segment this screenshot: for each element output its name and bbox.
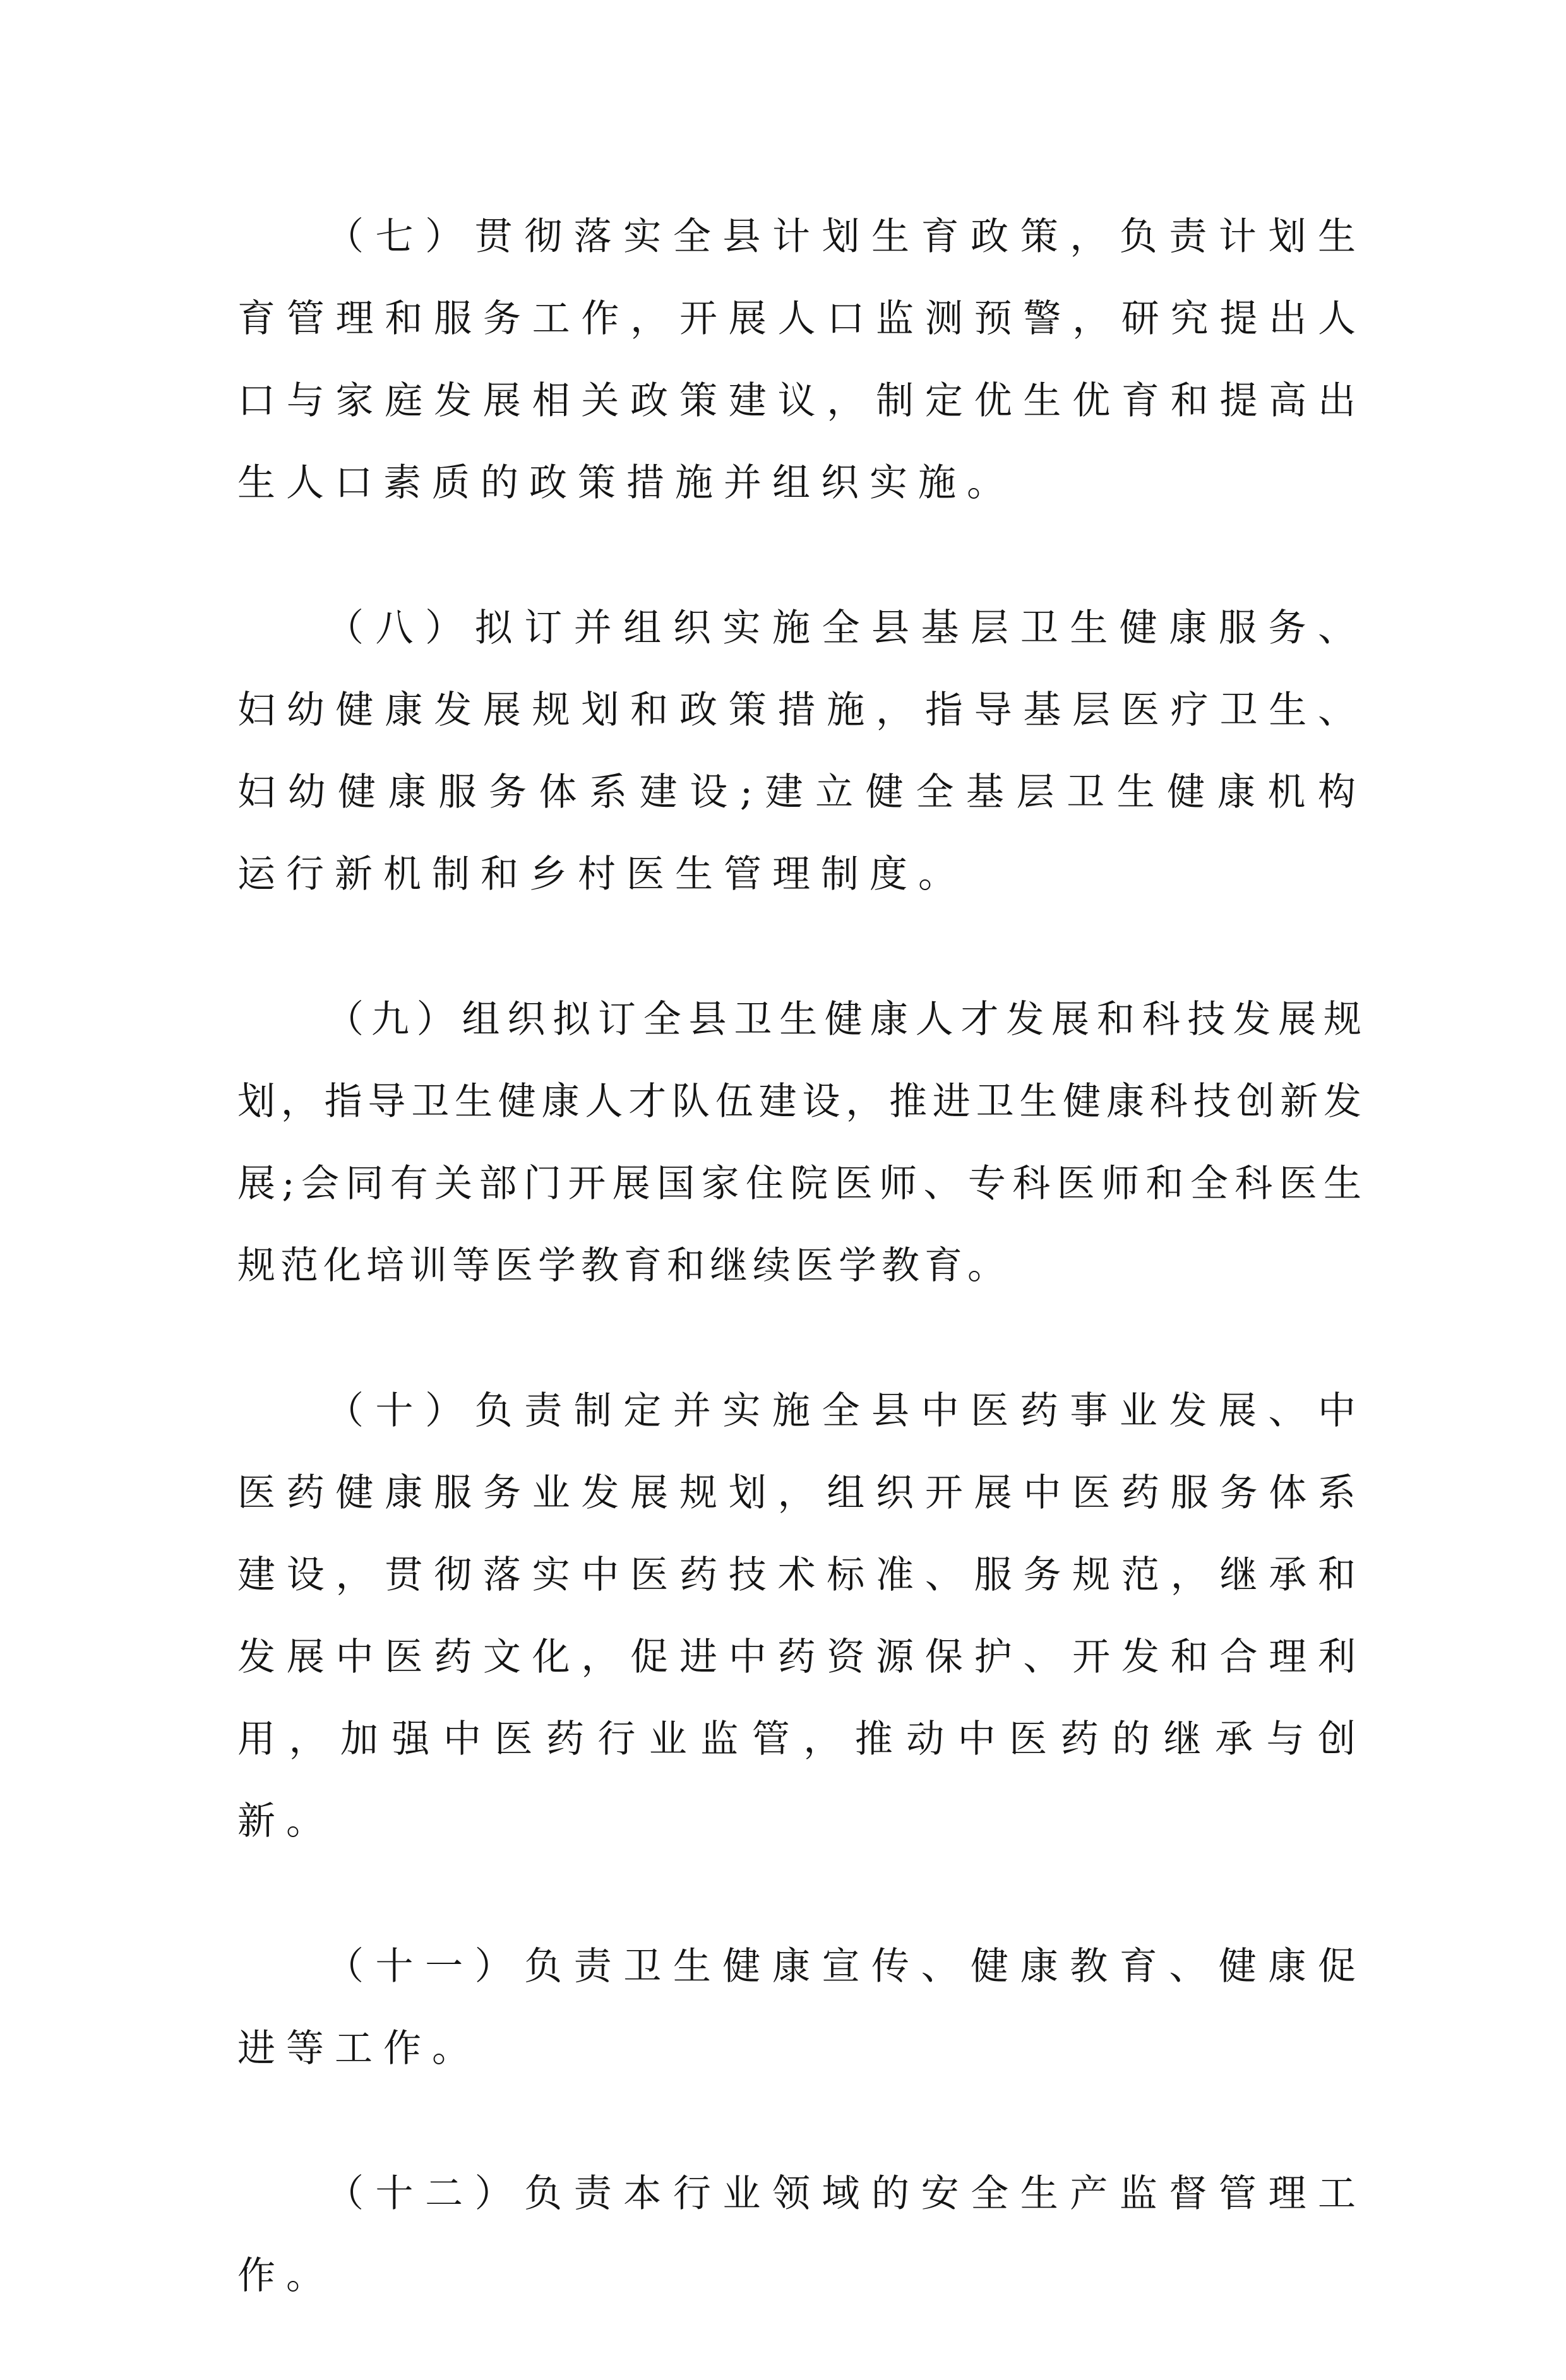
paragraph-item-9: （九）组织拟订全县卫生健康人才发展和科技发展规划，指导卫生健康人才队伍建设，推进卫生健康科技创新发展;会同有关部门开展国家住院医师、专科医师和全科医生规范化培训等医学教育和继续医学教育。 — [237, 997, 1366, 1288]
document-body — [237, 196, 1366, 2380]
paragraph-item-12: （十二）负责本行业领域的安全生产监督管理工作。 — [237, 2172, 1366, 2298]
paragraph-item-10: （十）负责制定并实施全县中医药事业发展、中医药健康服务业发展规划，组织开展中医药服务体系建设，贯彻落实中医药技术标准、服务规范，继承和发展中医药文化，促进中药资源保护、开发和合理利用，加强中医药行业监管，推动中医药的继承与创新。 — [237, 1389, 1366, 1843]
paragraph-item-8: （八）拟订并组织实施全县基层卫生健康服务、妇幼健康发展规划和政策措施，指导基层医疗卫生、妇幼健康服务体系建设;建立健全基层卫生健康机构运行新机制和乡村医生管理制度。 — [237, 606, 1366, 896]
paragraph-item-11: （十一）负责卫生健康宣传、健康教育、健康促进等工作。 — [237, 1944, 1366, 2071]
paragraph-item-7: （七）贯彻落实全县计划生育政策，负责计划生育管理和服务工作，开展人口监测预警，研究提出人口与家庭发展相关政策建议，制定优生优育和提高出生人口素质的政策措施并组织实施。 — [237, 215, 1366, 505]
